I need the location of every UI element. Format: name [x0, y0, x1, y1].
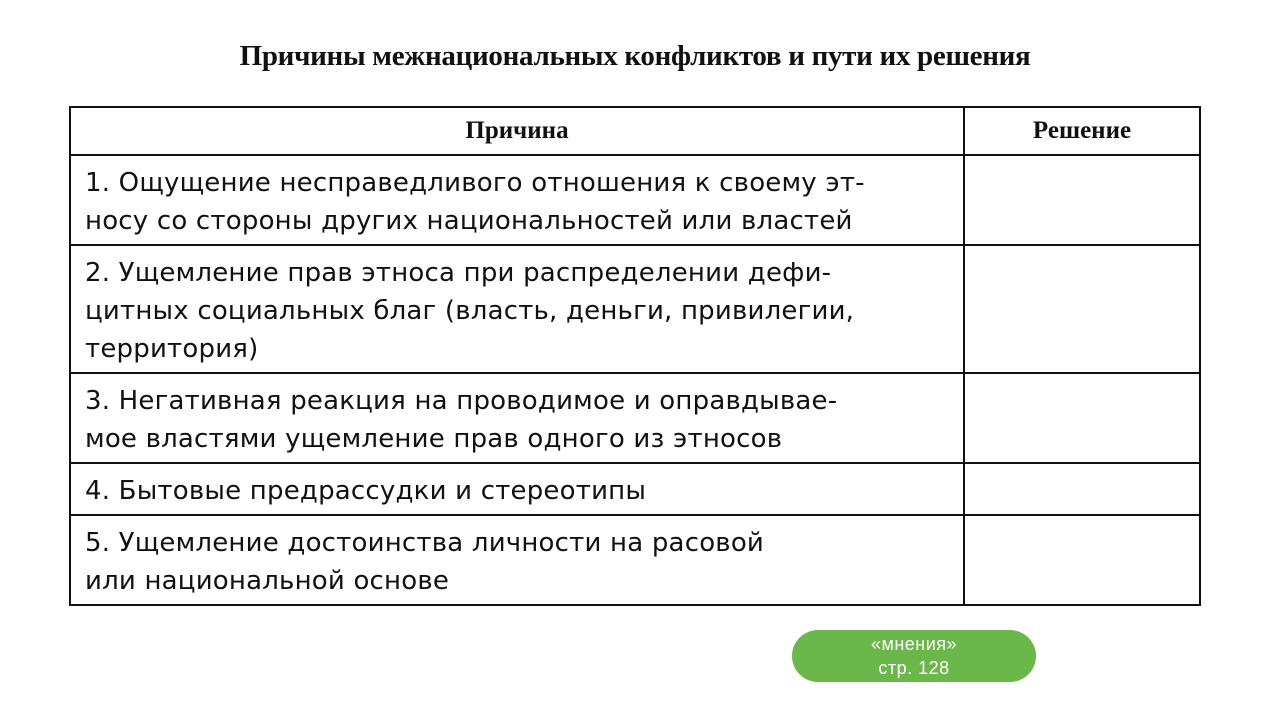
opinions-link-button[interactable]	[792, 630, 1036, 682]
opinions-link-page: стр. 128	[878, 658, 950, 678]
solution-cell	[964, 463, 1200, 515]
cause-cell: 1. Ощущение несправедливого отношения к своему эт- носу со стороны других национальностей или властей	[70, 155, 964, 245]
cause-cell: 2. Ущемление прав этноса при распределении дефи- цитных социальных благ (власть, деньги, привилегии, территория)	[70, 245, 964, 373]
solution-cell	[964, 245, 1200, 373]
page-title: Причины межнациональных конфликтов и пути их решения	[239, 40, 1031, 72]
table-row	[70, 155, 1200, 245]
cause-cell: 5. Ущемление достоинства личности на расовой или национальной основе	[70, 515, 964, 605]
conflict-causes-table	[69, 106, 1201, 606]
header-cause: Причина	[70, 107, 964, 155]
cause-cell: 3. Негативная реакция на проводимое и оправдывае- мое властями ущемление прав одного из этносов	[70, 373, 964, 463]
table-row	[70, 245, 1200, 373]
opinions-link-label: «мнения»	[870, 634, 958, 654]
solution-cell	[964, 373, 1200, 463]
cause-cell: 4. Бытовые предрассудки и стереотипы	[70, 463, 964, 515]
table-header-row	[70, 107, 1200, 155]
solution-cell	[964, 515, 1200, 605]
header-solution: Решение	[964, 107, 1200, 155]
table-row	[70, 463, 1200, 515]
table-row	[70, 515, 1200, 605]
table-row	[70, 373, 1200, 463]
solution-cell	[964, 155, 1200, 245]
